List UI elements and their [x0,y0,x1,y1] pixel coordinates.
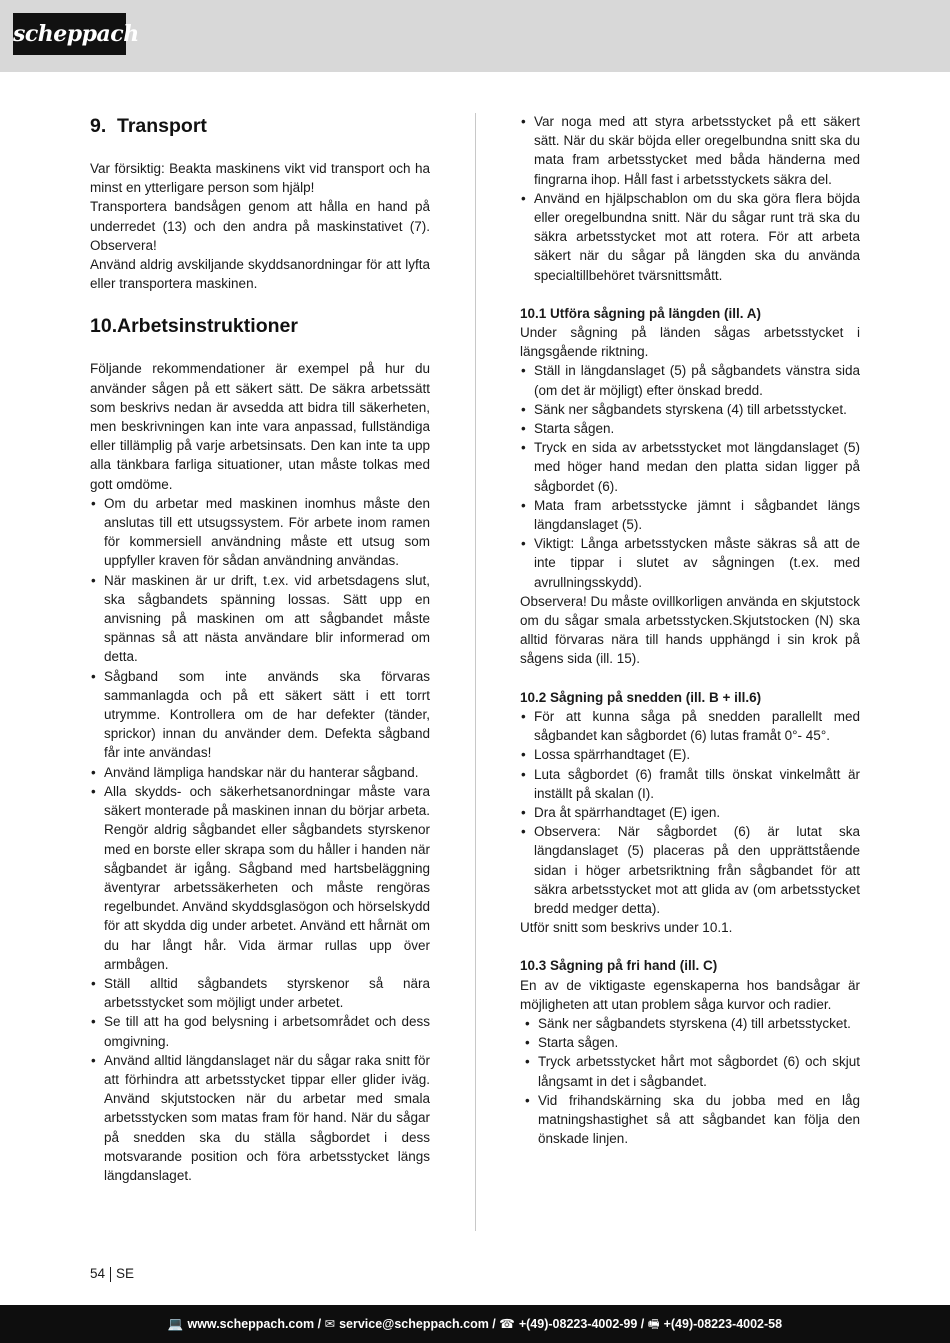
bullet-list [520,707,860,918]
list-item: • Dra åt spärrhandtaget (E) igen. [521,804,721,820]
list-item: • Tryck arbetsstycket hårt mot sågbordet (6) och skjut långsamt in det i sågbandet. [525,1054,860,1089]
page-number [90,1265,134,1283]
column-divider [475,113,476,1231]
fax-icon: 🖷 [647,1317,660,1331]
list-item: • Lossa spärrhandtaget (E). [521,747,691,763]
note-paragraph: Utför snitt som beskrivs under 10.1. [520,920,733,936]
list-item: • Viktigt: Långa arbetsstycken måste säkras så att de inte tippar i slutet av sågningen (t.ex. med avrullningsskydd). [521,536,860,590]
section-9-heading [90,112,430,140]
list-item: • För att kunna såga på snedden parallellt med sågbandet kan sågbordet (6) lutas framåt 0°- 45°. [521,708,860,744]
section-number: 10. [90,315,118,338]
section-number: 9. [90,115,107,137]
list-item: • Starta sågen. [521,421,615,437]
contact-footer [0,1305,950,1343]
section-title: Transport [117,115,207,137]
subsection-10-3-heading: 10.3 Sågning på fri hand (ill. C) [520,958,718,974]
website-link[interactable]: www.scheppach.com / [187,1317,322,1331]
brand-logo: scheppach [13,13,126,55]
phone-icon: ☎ [499,1317,515,1331]
email-icon: ✉ [324,1317,336,1331]
paragraph: Använd aldrig avskiljande skyddsanordningar för att lyfta eller transportera maskinen. [90,257,430,292]
section-10-heading [90,312,430,340]
subsection-10-1-heading: 10.1 Utföra sågning på längden (ill. A) [520,305,762,321]
separator [110,1267,111,1282]
paragraph: En av de viktigaste egenskaperna hos bandsågar är möjligheten att utan problem såga kurvor och radier. [520,977,860,1012]
bullet-list [90,494,430,1185]
paragraph: Transportera bandsågen genom att hålla en hand på underredet (13) och den andra på maskinstativet (7). Observera! [90,199,430,253]
intro-paragraph: Följande rekommendationer är exempel på hur du använder sågen på ett säkert sätt. De säkra arbetssätt som beskrivs nedan är avsedda att bidra till säkerheten, men beskrivningen kan inte vara anpassad, fullständiga eller tillämplig på varje arbetsinsats. Den kan inte ta upp alla tänkbara farliga situationer, utan måste tolkas med gott omdöme. [90,361,430,492]
list-item: • Var noga med att styra arbetsstycket på ett säkert sätt. När du skär böjda eller oregelbundna snitt ska du mata fram arbetsstycket med båda händerna med fingrarna ihop. Håll fast i arbetsstyckets säkra del. [521,114,860,187]
computer-icon: 💻 [167,1317,184,1331]
list-item: • Om du arbetar med maskinen inomhus måste den anslutas till ett utsugssystem. För arbete inom ramen för kommersiell användning måste ett utsug som uppfyller kraven för sådan användning användas. [91,495,430,569]
list-item: • Använd en hjälpschablon om du ska göra flera böjda eller oregelbundna snitt. När du sågar runt trä ska du säkra arbetsstycket mot att rotera. För att arbeta säkert när du sågar på längden ska du använda specialtillbehöret tvärsnittsmått. [521,190,860,283]
phone-number: +(49)-08223-4002-99 / [518,1317,645,1331]
page-header [0,0,950,72]
list-item: • Använd alltid längdanslaget när du sågar raka snitt för att förhindra att arbetsstycket tippar eller glider iväg. Använd skjutstocken när du arbetar med smala arbetsstycken som matas fram för hand. När du sågar på snedden ska du ställa sågbordet i dess motsvarande position och föra arbetsstycket längs längdanslaget. [91,1052,430,1183]
list-item: • När maskinen är ur drift, t.ex. vid arbetsdagens slut, ska sågbandets spänning lossas. Sätt upp en anvisning på maskinen om att sågbandet måste spännas så att nästa användare blir informerad om detta. [91,572,430,665]
subsection-10-2-heading: 10.2 Sågning på snedden (ill. B + ill.6) [520,689,762,705]
list-item: • Starta sågen. [525,1035,619,1051]
list-item: • Tryck en sida av arbetsstycket mot längdanslaget (5) med höger hand medan den platta sidan ligger på sågbordet (6). [521,440,860,494]
language-code: SE [116,1266,135,1281]
list-item: • Sänk ner sågbandets styrskena (4) till arbetsstycket. [525,1015,851,1031]
left-column [90,112,430,1185]
bullet-list [520,1014,860,1148]
list-item: • Observera: När sågbordet (6) är lutat ska längdanslaget (5) placeras på den upprättstående sidan i höger arbetsriktning från sågbandet för att säkra arbetsstycket mot att glida av (om arbetsstycket bredd medger detta). [521,824,860,916]
section-title: Arbetsinstruktioner [117,315,298,338]
bullet-list [520,361,860,591]
right-column [520,112,860,1148]
email-link[interactable]: service@scheppach.com / [339,1317,496,1331]
list-item: • Ställ alltid sågbandets styrskenor så nära arbetsstycket som möjligt under arbetet. [91,975,430,1011]
list-item: • Se till att ha god belysning i arbetsområdet och dess omgivning. [91,1014,430,1049]
list-item: • Sänk ner sågbandets styrskena (4) till arbetsstycket. [521,401,847,417]
paragraph: Var försiktig: Beakta maskinens vikt vid transport och ha minst en ytterligare person som hjälp! [90,161,430,196]
list-item: • Sågband som inte används ska förvaras sammanlagda och på ett säkert sätt i ett torrt utrymme. Kontrollera om de har defekter (tänder, sprickor) innan du använder dem. Defekta sågband får inte användas! [91,668,430,761]
bullet-list [520,112,860,285]
list-item: • Ställ in längdanslaget (5) på sågbandets vänstra sida (om det är möjligt) efter önskad bredd. [521,363,860,398]
paragraph: Under sågning på länden sågas arbetsstycket i längsgående riktning. [520,325,860,360]
list-item: • Alla skydds- och säkerhetsanordningar måste vara säkert monterade på maskinen innan du börjar arbeta. Rengör aldrig sågbandet eller sågbandets styrskenor med en borste eller skrapa som du håller i handen när sågbandet är igång. Sågband med hartsbeläggning äventyrar arbetssäkerheten och måste rengöras regelbundet. Använd skyddsglasögon och hörselskydd för att skydda dig under arbetet. Använd ett hårnät om du har långt hår. Vida ärmar rullas upp över armbågen. [91,783,430,972]
list-item: • Använd lämpliga handskar när du hanterar sågband. [91,764,419,780]
fax-number: +(49)-08223-4002-58 [663,1317,783,1331]
list-item: • Luta sågbordet (6) framåt tills önskat vinkelmått är inställt på skalan (I). [521,766,860,801]
page-number-value: 54 [90,1266,106,1281]
list-item: • Vid frihandskärning ska du jobba med en låg matningshastighet så att sågbandet kan följa den önskade linjen. [525,1092,860,1147]
list-item: • Mata fram arbetsstycke jämnt i sågbandet längs längdanslaget (5). [521,497,860,533]
note-paragraph: Observera! Du måste ovillkorligen använda en skjutstock om du sågar smala arbetsstycken.Skjutstocken (N) ska alltid förvaras nära till hands upphängd i sin krok på sågens sida (ill. 15). [520,593,860,667]
